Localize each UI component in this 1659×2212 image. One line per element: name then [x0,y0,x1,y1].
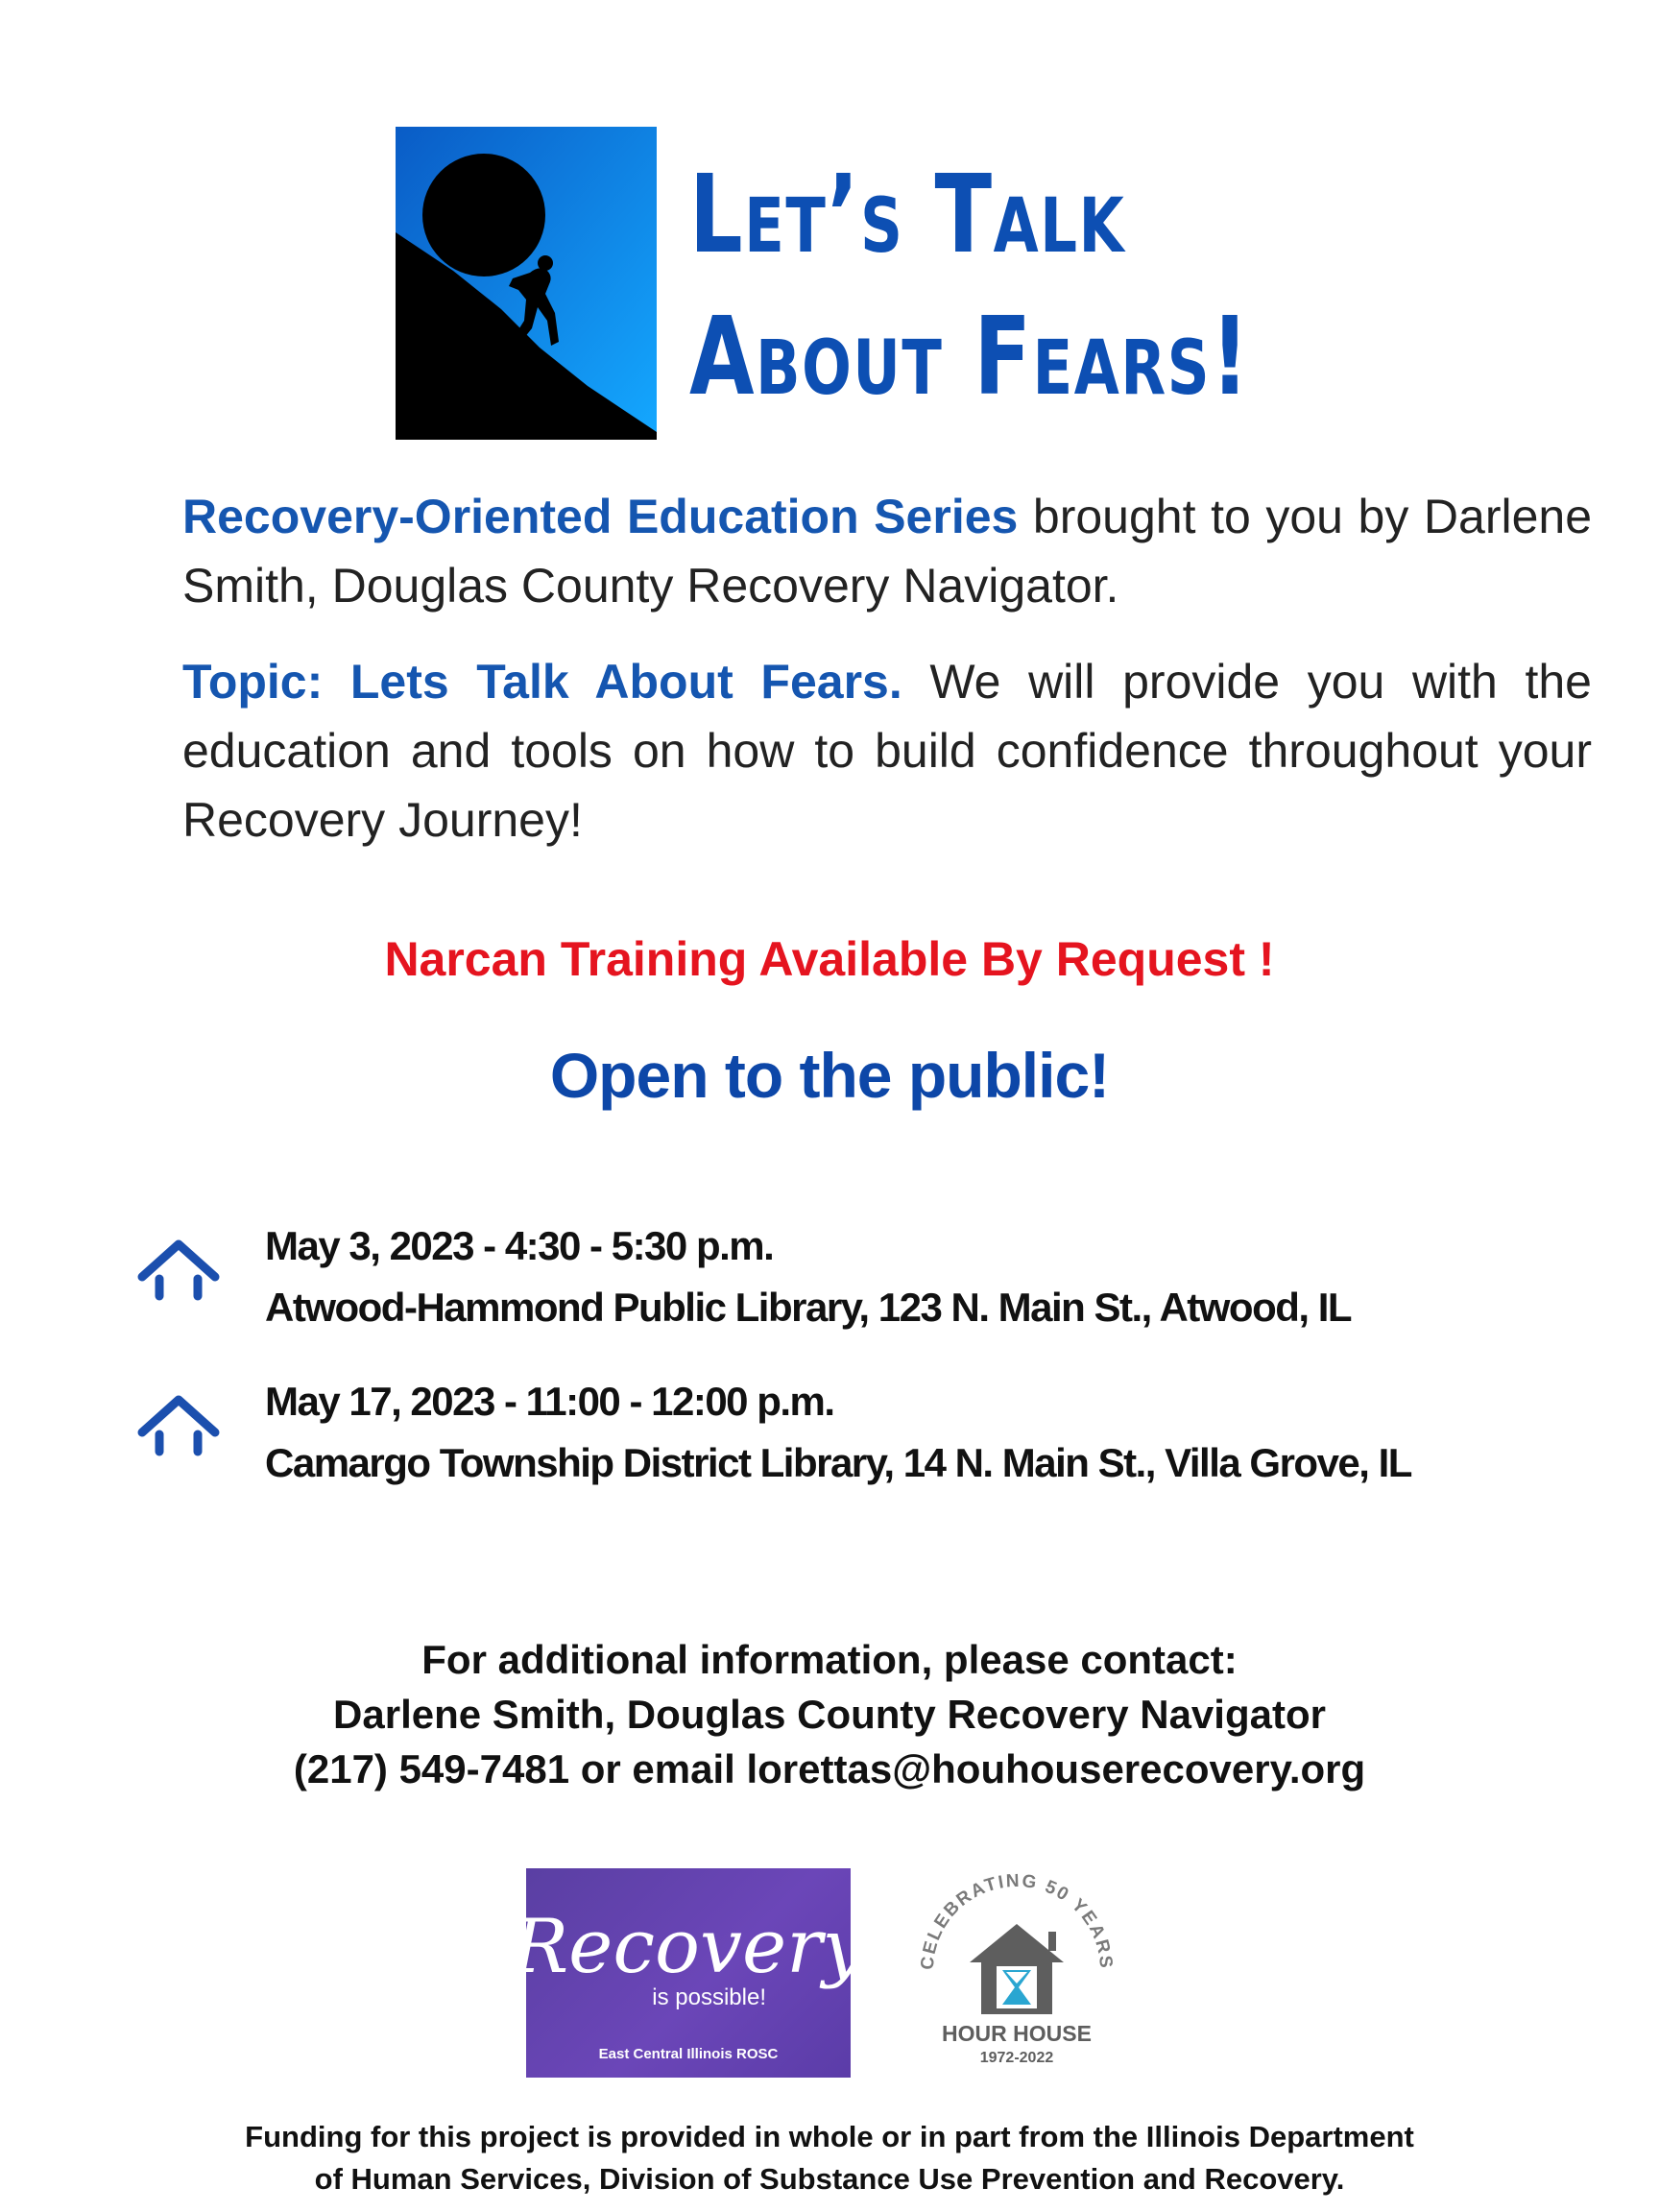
boulder-pushing-figure-icon [396,127,657,440]
open-to-public-heading: Open to the public! [549,1040,1110,1111]
hourhouse-years: 1972-2022 [979,2050,1054,2066]
contact-block [0,1632,1659,1796]
event-item [134,1215,1632,1350]
event-datetime: May 3, 2023 - 4:30 - 5:30 p.m. [265,1223,774,1268]
topic-label: Topic: Lets Talk About Fears. [182,655,902,709]
contact-name: Darlene Smith, Douglas County Recovery Navigator [333,1692,1326,1737]
page-title [689,144,1363,428]
funding-statement [0,2116,1659,2200]
contact-heading: For additional information, please contact: [421,1637,1238,1682]
hourhouse-name: HOUR HOUSE [942,2021,1092,2046]
topic-paragraph [182,647,1592,854]
funding-line-1: Funding for this project is provided in whole or in part from the Illinois Department [245,2120,1414,2153]
title-line-1: Let’s Talk [689,153,1126,277]
series-text: brought to you by Darlene Smith, Douglas County Recovery Navigator. [182,490,1593,613]
hero-image [396,127,657,440]
logo-recovery-word: Recovery [526,1904,851,1990]
logo-recovery-org: East Central Illinois ROSC [598,2046,779,2062]
intro-paragraph [182,482,1592,620]
funding-line-2: of Human Services, Division of Substance Use Prevention and Recovery. [314,2162,1345,2196]
event-item [134,1371,1632,1505]
topic-text: We will provide you with the education and tools on how to build confidence throughout your Recovery Journey! [182,655,1592,847]
house-hourglass-icon [970,1924,1064,2014]
event-location: Atwood-Hammond Public Library, 123 N. Main St., Atwood, IL [265,1285,1352,1330]
logo-recovery-tagline: is possible! [652,1984,766,2010]
series-name: Recovery-Oriented Education Series [182,490,1019,543]
hour-house-logo [906,1863,1127,2083]
up-chevron-arrow-icon [134,1390,223,1461]
event-location: Camargo Township District Library, 14 N. Main St., Villa Grove, IL [265,1440,1411,1485]
recovery-is-possible-logo [526,1868,851,2078]
title-line-2: About Fears! [689,295,1251,420]
event-datetime: May 17, 2023 - 11:00 - 12:00 p.m. [265,1379,834,1424]
narcan-notice: Narcan Training Available By Request ! [384,932,1275,986]
hourhouse-arc-text: CELEBRATING 50 YEARS [917,1870,1117,1971]
up-chevron-arrow-icon [134,1235,223,1306]
contact-phone-email: (217) 549-7481 or email lorettas@houhouserecovery.org [293,1746,1366,1791]
